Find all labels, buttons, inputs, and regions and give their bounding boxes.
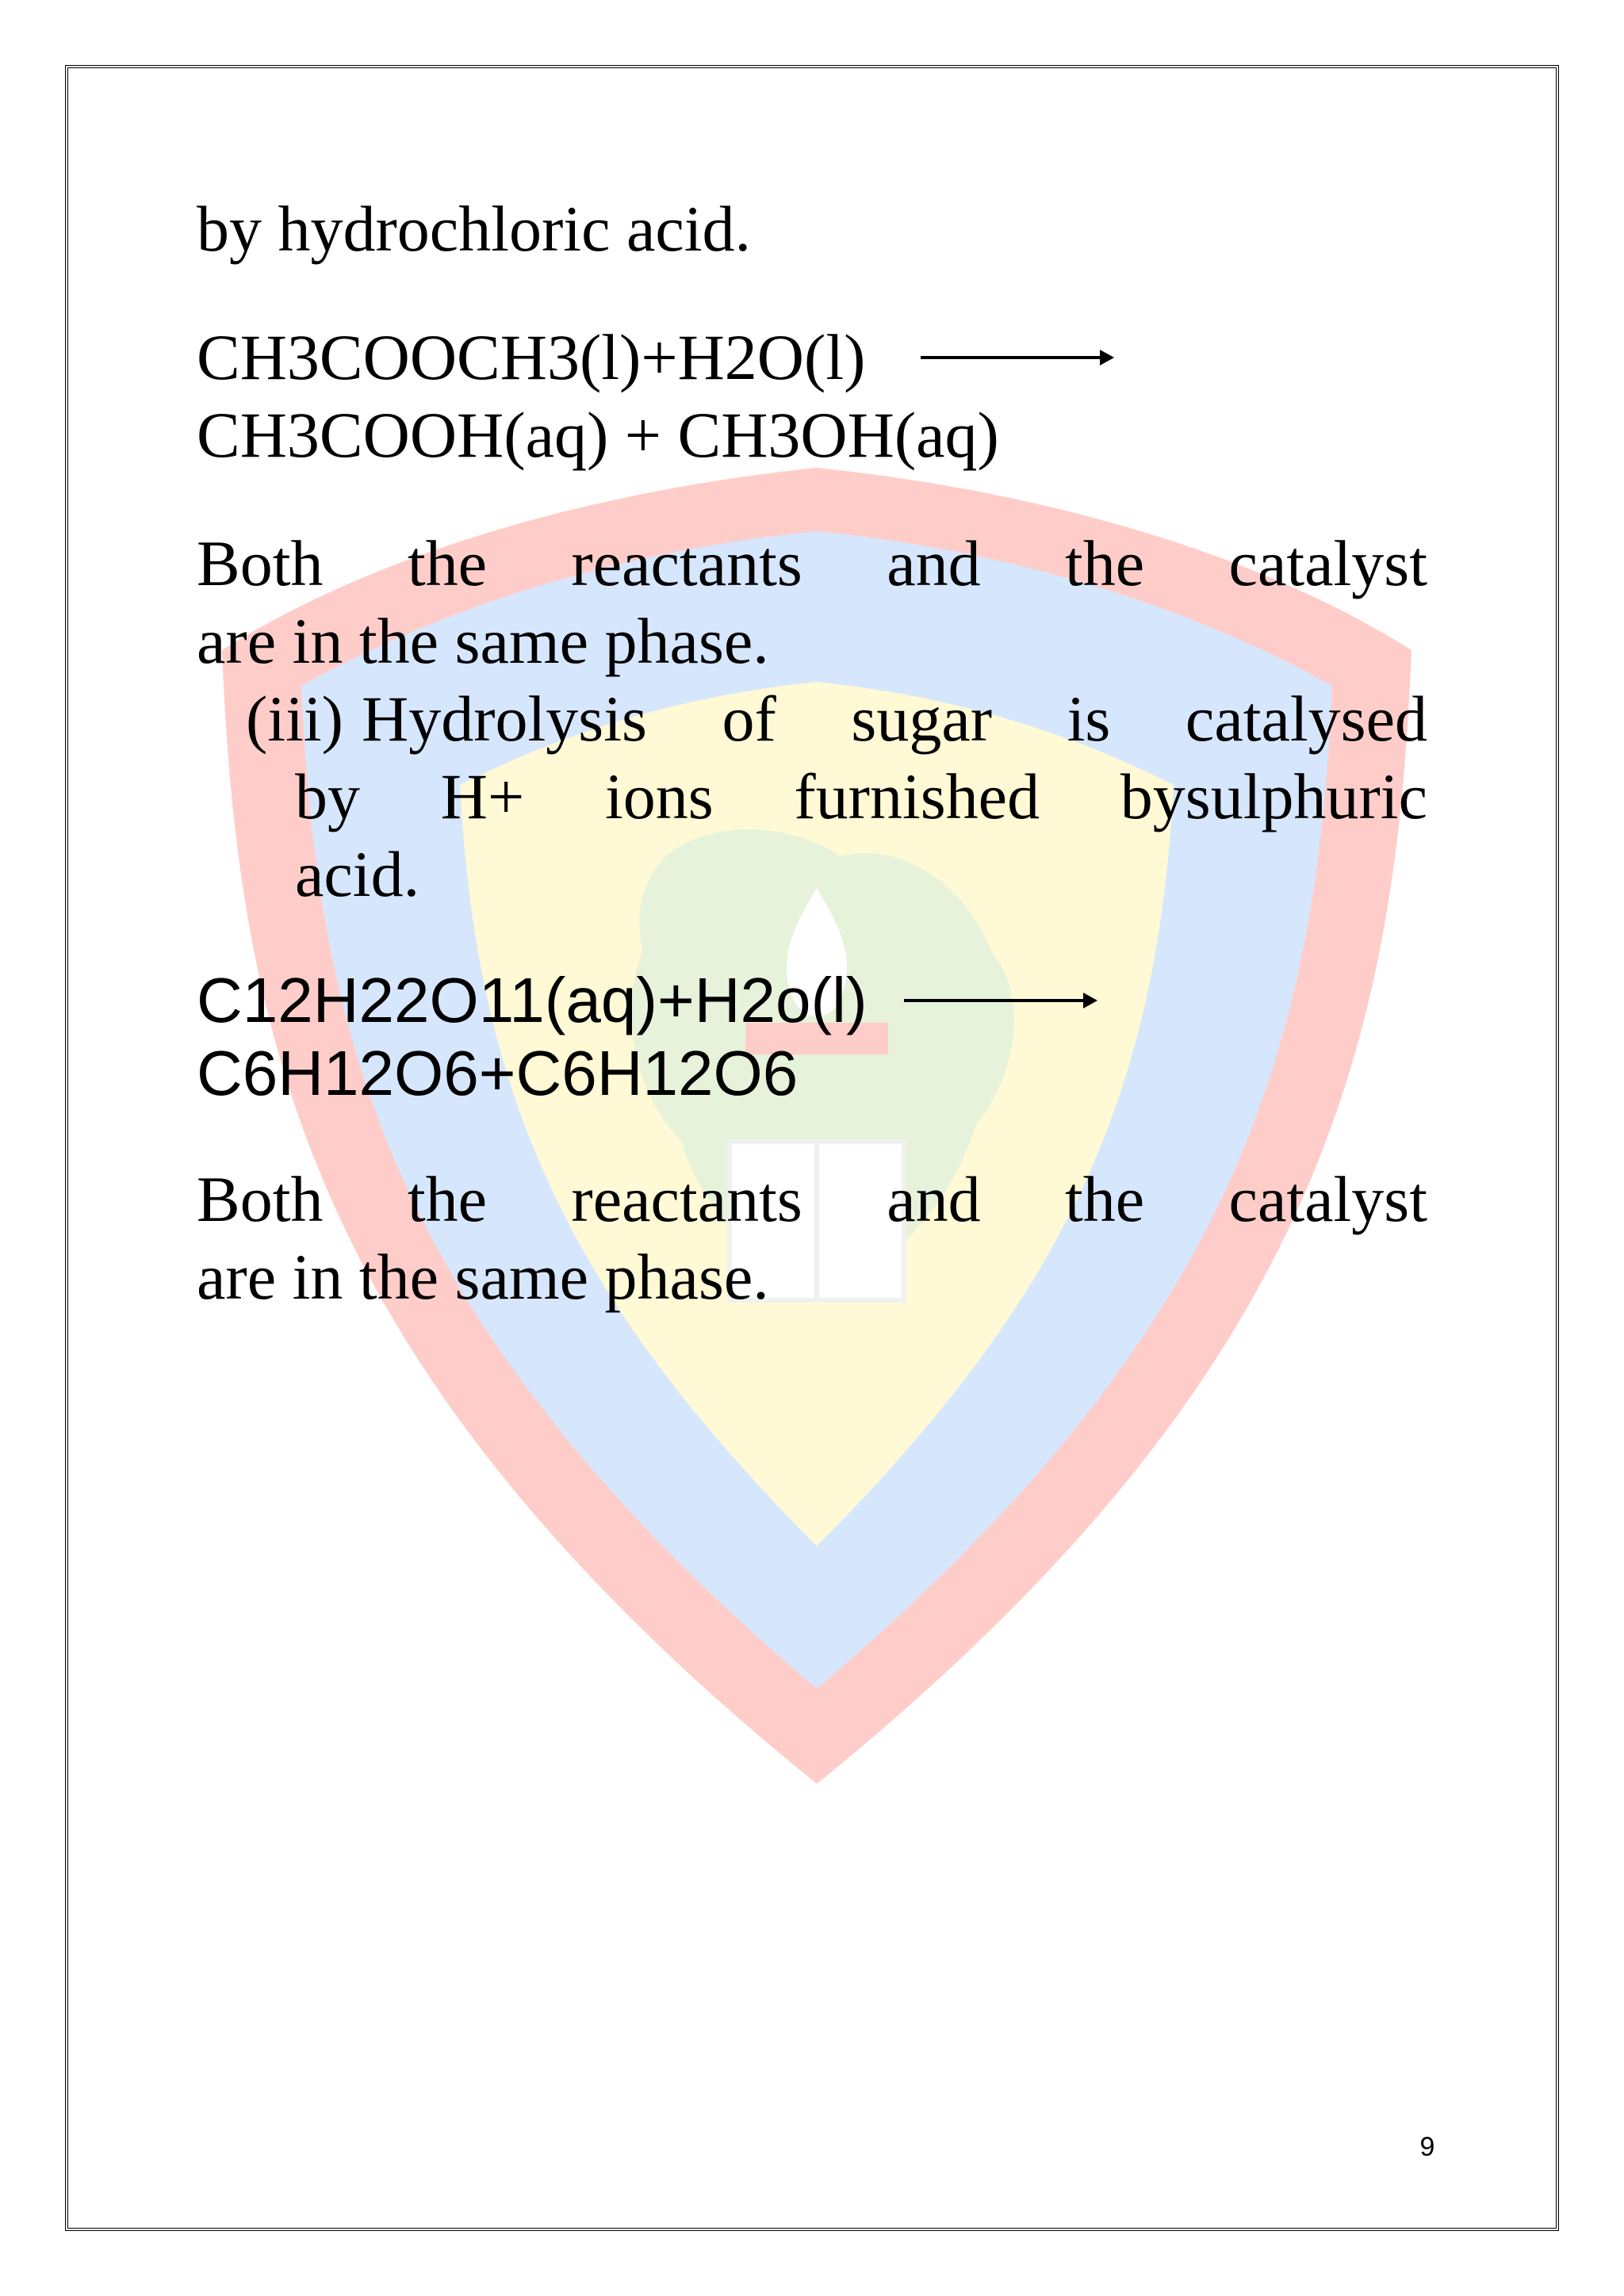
phase-statement-1-line-2: are in the same phase. — [197, 605, 769, 677]
intro-line: by hydrochloric acid. — [197, 193, 752, 265]
equation-1-reactants-text: CH3COOCH3(l)+H2O(l) — [197, 321, 866, 393]
list-item-line-1: Hydrolysis of sugar is catalysed — [362, 683, 1427, 755]
equation-2-products: C6H12O6+C6H12O6 — [197, 1038, 799, 1108]
page-content — [197, 190, 1427, 1316]
reaction-arrow-icon — [904, 999, 1094, 1002]
list-marker: (iii) — [246, 683, 343, 755]
page-number: 9 — [1419, 2132, 1435, 2162]
phase-statement-2-line-1: Both the reactants and the catalyst — [197, 1163, 1427, 1235]
list-item-iii — [246, 680, 1427, 913]
equation-2-reactants — [197, 964, 1427, 1037]
equation-1-reactants — [197, 319, 1427, 396]
phase-statement-2-line-2: are in the same phase. — [197, 1241, 769, 1313]
reaction-arrow-icon — [921, 356, 1111, 359]
list-item-body — [295, 680, 1427, 913]
list-item-line-3: acid. — [295, 838, 420, 910]
phase-statement-1-line-1: Both the reactants and the catalyst — [197, 527, 1427, 599]
list-item-line-2: by H+ ions furnished bysulphuric — [295, 760, 1427, 832]
equation-2-reactants-text: C12H22O11(aq)+H2o(l) — [197, 965, 868, 1035]
equation-1-products: CH3COOH(aq) + CH3OH(aq) — [197, 399, 999, 471]
